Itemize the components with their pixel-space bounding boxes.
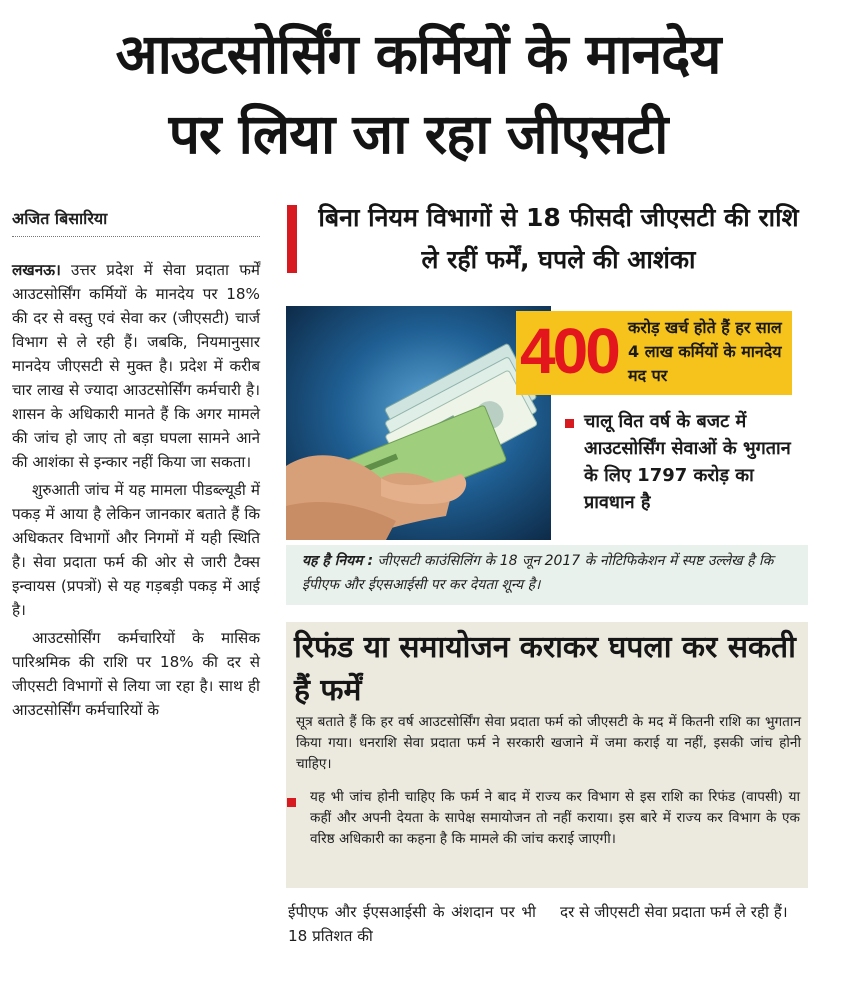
paragraph-3: आउटसोर्सिंग कर्मचारियों के मासिक पारिश्रमिक की राशि पर 18% की दर से जीएसटी विभागों से लिया जा रहा है। साथ ही आउटसोर्सिंग कर्मचारियों के: [12, 629, 260, 719]
byline-divider: [12, 236, 260, 237]
refund-paragraph-1: सूत्र बताते हैं कि हर वर्ष आउटसोर्सिंग सेवा प्रदाता फर्म को जीएसटी के मद में कितनी राशि का भुगतान किया गया। धनराशि सेवा प्रदाता फर्म ने सरकारी खजाने में जमा कराई या नहीं, इसकी जांच होनी चाहिए।: [296, 714, 801, 772]
rule-note: [302, 549, 792, 597]
bullet-square-icon: [287, 798, 296, 807]
headline: [18, 14, 818, 174]
paragraph-1: [12, 258, 260, 474]
stat-description: करोड़ खर्च होते हैं हर साल 4 लाख कर्मियों के मानदेय मद पर: [628, 318, 782, 385]
stat-number: 400: [520, 315, 618, 387]
bullet-square-icon: [565, 419, 574, 428]
dateline: लखनऊ।: [12, 261, 61, 279]
headline-line-1: आउटसोर्सिंग कर्मियों के मानदेय: [115, 22, 721, 86]
byline: अजित बिसारिया: [12, 209, 108, 228]
bottom-column-b: दर से जीएसटी सेवा प्रदाता फर्म ले रही हैं।: [560, 903, 788, 921]
headline-line-2: पर लिया जा रहा जीएसटी: [168, 102, 668, 166]
left-column-article: [12, 258, 260, 726]
bottom-column-a: ईपीएफ और ईएसआईसी के अंशदान पर भी 18 प्रतिशत की: [288, 903, 536, 945]
subheadline: बिना नियम विभागों से 18 फीसदी जीएसटी की राशि ले रहीं फर्में, घपले की आशंका: [318, 203, 799, 274]
subhead-accent-bar: [287, 205, 297, 273]
currency-notes-photo: [286, 306, 551, 540]
paragraph-1-text: उत्तर प्रदेश में सेवा प्रदाता फर्में आउटसोर्सिंग कर्मियों के मानदेय पर 18% की दर से वस्तु एवं सेवा कर (जीएसटी) चार्ज विभाग से ले रही हैं। जबकि, नियमानुसार मानदेय जीएसटी से मुक्त है। प्रदेश में करीब चार लाख से ज्यादा आउटसोर्सिंग कर्मचारी है। शासन के अधिकारी मानते हैं कि अगर मामले की जांच हो जाए तो बड़ा घपला सामने आने की आशंका से इन्कार नहीं किया जा सकता।: [12, 261, 260, 471]
rule-text: जीएसटी काउंसिलिंग के 18 जून 2017 के नोटिफिकेशन में स्पष्ट उल्लेख है कि ईपीएफ और ईएसआईसी पर कर देयता शून्य है।: [302, 553, 774, 593]
budget-bullet-text: चालू वित वर्ष के बजट में आउटसोर्सिंग सेवाओं के भुगतान के लिए 1797 करोड़ का प्रावधान है: [584, 411, 791, 513]
rule-label: यह है नियम :: [302, 553, 374, 569]
paragraph-2: शुरुआती जांच में यह मामला पीडब्ल्यूडी में पकड़ में आया है लेकिन जानकार बताते हैं कि अधिकतर विभागों और निगमों में यही स्थिति है। सेवा प्रदाता फर्म की ओर से जारी टैक्स इन्वायस (प्रपत्रों) से यह गड़बड़ी पकड़ में आई है।: [12, 481, 260, 619]
refund-paragraph-2: यह भी जांच होनी चाहिए कि फर्म ने बाद में राज्य कर विभाग से इस राशि का रिफंड (वापसी) या कहीं और अपनी देयता के सापेक्ष समायोजन तो नहीं कराया। इस बारे में राज्य कर विभाग के एक वरिष्ठ अधिकारी का कहना है कि मामले की जांच कराई जाएगी।: [310, 789, 800, 847]
refund-heading: रिफंड या समायोजन कराकर घपला कर सकती हैं फर्में: [294, 630, 796, 708]
